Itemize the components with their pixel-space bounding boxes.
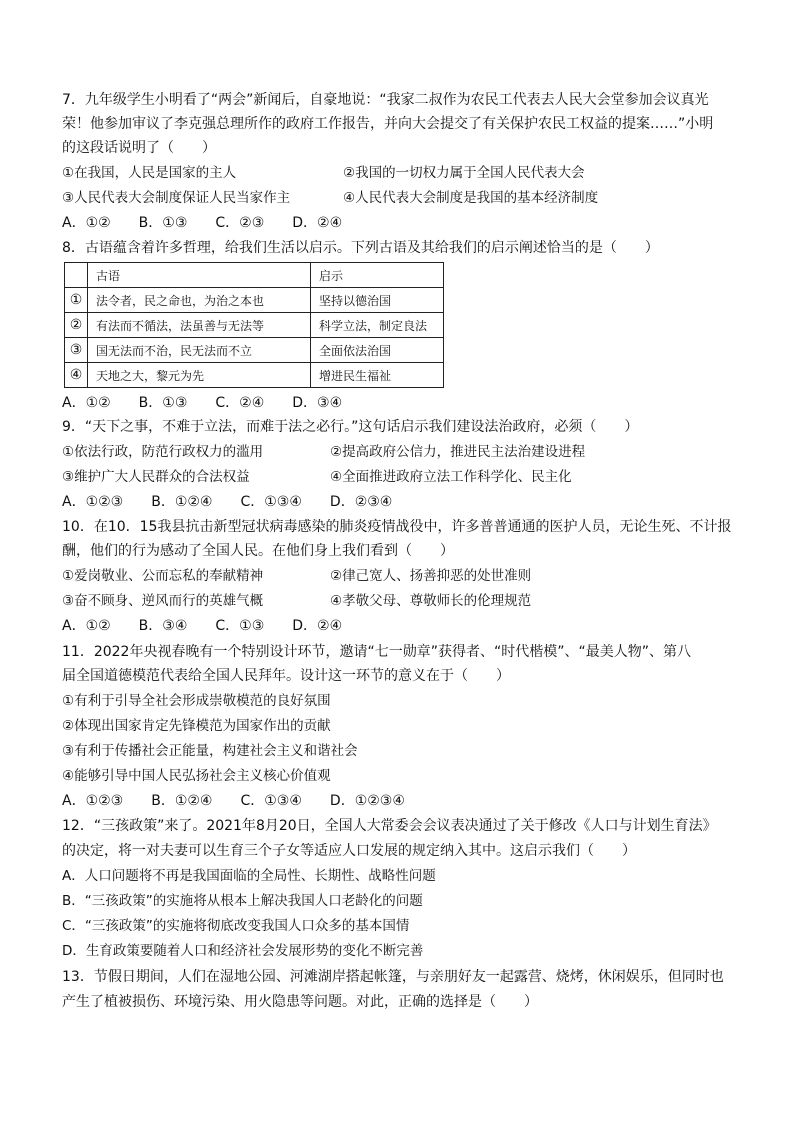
q10-choices: A．①② B．③④ C．①③ D．②④ xyxy=(62,618,343,634)
q7-choices: A．①② B．①③ C．②③ D．②④ xyxy=(62,215,343,231)
q8-choices: A．①② B．①③ C．②④ D．③④ xyxy=(62,395,343,411)
q10-stem-line-2: 酬，他们的行为感动了全国人民。在他们身上我们看到（ ） xyxy=(62,543,454,559)
row-number: ① xyxy=(65,288,88,313)
row-number: ④ xyxy=(65,363,88,388)
q7-option-4: ④人民代表大会制度是我国的基本经济制度 xyxy=(343,190,599,206)
q9-option-3: ③维护广大人民群众的合法权益 xyxy=(62,469,250,485)
row-hint: 全面依法治国 xyxy=(311,338,444,363)
q10-option-2: ②律己宽人、扬善抑恶的处世准则 xyxy=(330,568,532,584)
row-hint: 科学立法，制定良法 xyxy=(311,313,444,338)
q11-stem-line-1: 11．2022年央视春晚有一个特别设计环节，邀请“七一勋章”获得者、“时代楷模”、“最美人物”、第八 xyxy=(62,644,691,660)
row-hint: 坚持以德治国 xyxy=(311,288,444,313)
q9-stem: 9．“天下之事，不难于立法，而难于法之必行。”这句话启示我们建设法治政府，必须（ ） xyxy=(62,419,639,435)
table-header-hint: 启示 xyxy=(311,263,444,288)
q7-option-3: ③人民代表大会制度保证人民当家作主 xyxy=(62,190,291,206)
row-hint: 增进民生福祉 xyxy=(311,363,444,388)
q12-option-c: C．“三孩政策”的实施将彻底改变我国人口众多的基本国情 xyxy=(62,918,410,934)
q11-option-1: ①有利于引导全社会形成崇敬模范的良好氛围 xyxy=(62,693,331,709)
row-number: ② xyxy=(65,313,88,338)
q13-stem-line-2: 产生了植被损伤、环境污染、用火隐患等问题。对此，正确的选择是（ ） xyxy=(62,994,538,1010)
table-row xyxy=(65,313,444,338)
q11-option-2: ②体现出国家肯定先锋模范为国家作出的贡献 xyxy=(62,718,331,734)
table-header-quote: 古语 xyxy=(88,263,311,288)
q12-option-a: A．人口问题将不再是我国面临的全局性、长期性、战略性问题 xyxy=(62,868,436,884)
q11-option-3: ③有利于传播社会正能量，构建社会主义和谐社会 xyxy=(62,743,358,759)
row-quote: 有法而不循法，法虽善与无法等 xyxy=(88,313,311,338)
q9-option-4: ④全面推进政府立法工作科学化、民主化 xyxy=(330,469,572,485)
q11-option-4: ④能够引导中国人民弘扬社会主义核心价值观 xyxy=(62,768,331,784)
q12-stem-line-2: 的决定，将一对夫妻可以生育三个子女等适应人口发展的规定纳入其中。这启示我们（ ） xyxy=(62,843,636,859)
row-quote: 国无法而不治，民无法而不立 xyxy=(88,338,311,363)
table-row xyxy=(65,363,444,388)
q7-stem-line-3: 的这段话说明了（ ） xyxy=(62,140,216,156)
q12-option-d: D．生育政策要随着人口和经济社会发展形势的变化不断完善 xyxy=(62,943,424,959)
q13-stem-line-1: 13．节假日期间，人们在湿地公园、河滩湖岸搭起帐篷，与亲朋好友一起露营、烧烤，休闲娱乐，但同时也 xyxy=(62,969,724,985)
q7-stem-line-2: 荣！他参加审议了李克强总理所作的政府工作报告，并向大会提交了有关保护农民工权益的提案……”小明 xyxy=(62,116,714,132)
row-quote: 天地之大，黎元为先 xyxy=(88,363,311,388)
q11-stem-line-2: 届全国道德模范代表给全国人民拜年。设计这一环节的意义在于（ ） xyxy=(62,668,510,684)
table-row xyxy=(65,288,444,313)
q9-choices: A．①②③ B．①②④ C．①③④ D．②③④ xyxy=(62,494,393,510)
q7-option-2: ②我国的一切权力属于全国人民代表大会 xyxy=(343,165,585,181)
q8-table xyxy=(64,262,444,388)
q9-option-2: ②提高政府公信力，推进民主法治建设进程 xyxy=(330,444,586,460)
q7-option-1: ①在我国，人民是国家的主人 xyxy=(62,165,237,181)
q10-stem-line-1: 10．在10．15我县抗击新型冠状病毒感染的肺炎疫情战役中，许多普普通通的医护人员，无论生死、不计报 xyxy=(62,519,732,535)
row-number: ③ xyxy=(65,338,88,363)
q11-choices: A．①②③ B．①②④ C．①③④ D．①②③④ xyxy=(62,793,405,809)
q9-option-1: ①依法行政，防范行政权力的滥用 xyxy=(62,444,264,460)
q10-option-1: ①爱岗敬业、公而忘私的奉献精神 xyxy=(62,568,264,584)
row-quote: 法令者，民之命也，为治之本也 xyxy=(88,288,311,313)
q10-option-4: ④孝敬父母、尊敬师长的伦理规范 xyxy=(330,593,532,609)
table-row xyxy=(65,338,444,363)
table-header-blank xyxy=(65,263,88,288)
q7-stem-line-1: 7．九年级学生小明看了“两会”新闻后，自豪地说：“我家二叔作为农民工代表去人民大会堂参加会议真光 xyxy=(62,92,709,108)
table-header-row xyxy=(65,263,444,288)
q8-stem: 8．古语蕴含着许多哲理，给我们生活以启示。下列古语及其给我们的启示阐述恰当的是（ ） xyxy=(62,240,659,256)
q12-stem-line-1: 12．“三孩政策”来了。2021年8月20日，全国人大常委会会议表决通过了关于修改《人口与计划生育法》 xyxy=(62,818,717,834)
q12-option-b: B．“三孩政策”的实施将从根本上解决我国人口老龄化的问题 xyxy=(62,893,423,909)
q10-option-3: ③奋不顾身、逆风而行的英雄气概 xyxy=(62,593,264,609)
